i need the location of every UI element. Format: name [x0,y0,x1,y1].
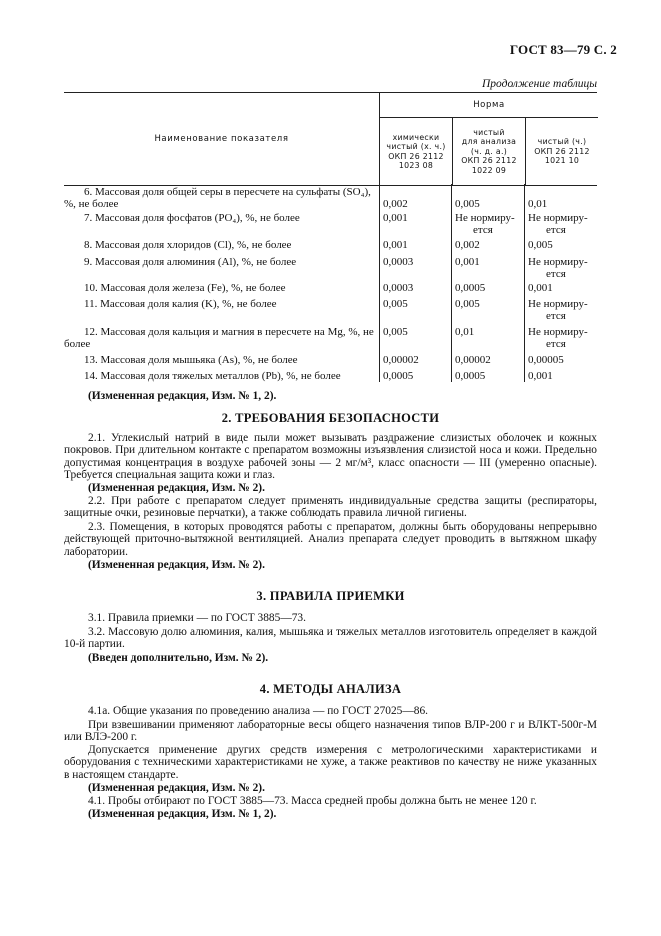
paragraph-4-1a-alternatives: Допускается применение других средств измерения с метрологическими характеристиками и оборудования с техническими характеристиками не хуже, а также реактивов по качеству не ниже указанных в настоящем стандарте. [64,744,597,781]
row-value-pure-for-analysis: 0,01 [455,326,475,338]
row-value-pure-for-analysis [455,212,515,236]
section-title-acceptance: 3. ПРАВИЛА ПРИЕМКИ [256,589,405,603]
row-value-pure [528,298,588,322]
row-value-chemically-pure: 0,0005 [383,370,414,382]
column-header-pure-for-analysis [452,118,526,185]
value-line: Не нормиру- [528,326,588,338]
row-value-pure: 0,005 [528,239,553,251]
paragraph-3-2: 3.2. Массовую долю алюминия, калия, мышьяка и тяжелых металлов изготовитель определяет в каждой 10-й партии. [64,626,597,651]
row-value-pure-for-analysis: 0,005 [455,198,480,210]
value-line: ется [546,338,566,350]
row-value-pure [528,326,588,350]
value-line: ется [546,268,566,280]
paragraph-2-1: 2.1. Углекислый натрий в виде пыли может вызывать раздражение слизистых оболочек и кожных покровов. При длительном контакте с препаратом возможны изъязвления слизистой носа и кожи. Предельно допустимая концентрация в воздухе рабочей зоны — 2 мг/м³, класс опасности — III (умеренно опасные). Требуется специальная защита кожи и глаз. [64,432,597,481]
column-header-pure [526,118,598,185]
paragraph-4-1a: 4.1а. Общие указания по проведению анализа — по ГОСТ 27025—86. [88,705,429,717]
row-value-chemically-pure: 0,0003 [383,256,414,268]
header-line: 1023 08 [398,161,434,170]
row-value-chemically-pure: 0,002 [383,198,408,210]
row-value-pure [528,256,588,280]
value-line: Не нормиру- [528,212,588,224]
row-indicator: 14. Массовая доля тяжелых металлов (Pb), %, не более [84,370,341,382]
paragraph-3-1: 3.1. Правила приемки — по ГОСТ 3885—73. [88,612,306,624]
header-line: 1021 10 [544,156,580,166]
header-line: ОКП 26 2112 [461,156,517,166]
paragraph-2-3: 2.3. Помещения, в которых проводятся работы с препаратом, должны быть оборудованы непрерывно действующей приточно-вытяжной вентиляцией. Анализ препарата следует проводить в вытяжном шкафу лаборатории. [64,521,597,558]
header-line: 1022 09 [471,165,507,175]
row-value-pure: 0,001 [528,370,553,382]
row-value-pure-for-analysis: 0,00002 [455,354,491,366]
addition-note: (Введен дополнительно, Изм. № 2). [88,652,269,664]
row-value-pure-for-analysis: 0,0005 [455,282,486,294]
value-line: ется [473,224,493,236]
value-line: Не нормиру- [455,212,515,224]
amendment-note: (Измененная редакция, Изм. № 2). [88,559,265,571]
value-line: ется [546,224,566,236]
value-line: ется [546,310,566,322]
header-line: ОКП 26 2112 [534,146,590,156]
table-amendment-note: (Измененная редакция, Изм. № 1, 2). [88,390,277,402]
table-column-divider [379,184,380,382]
row-indicator: 6. Массовая доля общей серы в пересчете на сульфаты (SO₄), %, не более [64,186,371,210]
row-value-chemically-pure: 0,005 [383,326,408,338]
row-value-chemically-pure: 0,001 [383,212,408,224]
header-line: чистый (х. ч.) [386,142,446,151]
table-header [64,92,597,186]
amendment-note: (Измененная редакция, Изм. № 1, 2). [88,808,277,820]
page-header: ГОСТ 83—79 С. 2 [509,42,617,57]
column-header-norm: Норма [380,93,598,118]
value-line: Не нормиру- [528,298,588,310]
header-line: ОКП 26 2112 [388,151,444,161]
amendment-note: (Измененная редакция, Изм. № 2). [88,782,265,794]
row-indicator: 7. Массовая доля фосфатов (PO₄), %, не более [84,212,300,224]
row-value-pure-for-analysis: 0,005 [455,298,480,310]
paragraph-2-2: 2.2. При работе с препаратом следует применять индивидуальные средства защиты (респираторы, защитные очки, резиновые перчатки), а также соблюдать правила личной гигиены. [64,495,597,520]
header-line: чистый [473,127,505,137]
table-continuation-caption: Продолжение таблицы [481,78,597,90]
section-title-methods: 4. МЕТОДЫ АНАЛИЗА [259,682,402,696]
column-header-indicator: Наименование показателя [154,134,289,144]
row-indicator: 10. Массовая доля железа (Fe), %, не более [84,282,286,294]
section-title-safety: 2. ТРЕБОВАНИЯ БЕЗОПАСНОСТИ [221,411,440,425]
row-value-chemically-pure: 0,001 [383,239,408,251]
row-value-pure-for-analysis: 0,0005 [455,370,486,382]
row-value-chemically-pure: 0,0003 [383,282,414,294]
table-column-divider [451,184,452,382]
row-value-pure: 0,001 [528,282,553,294]
row-value-pure: 0,01 [528,198,548,210]
row-indicator: 8. Массовая доля хлоридов (Cl), %, не более [84,239,292,251]
row-indicator: 11. Массовая доля калия (K), %, не более [84,298,277,310]
row-value-pure-for-analysis: 0,002 [455,239,480,251]
paragraph-4-1a-scales: При взвешивании применяют лабораторные весы общего назначения типов ВЛР-200 г и ВЛКТ-500г-М или ВЛЭ-200 г. [64,719,597,744]
row-indicator: 12. Массовая доля кальция и магния в пересчете на Mg, %, не более [64,326,374,350]
header-line: чистый (ч.) [537,137,587,147]
row-value-pure [528,212,588,236]
row-indicator: 9. Массовая доля алюминия (Al), %, не более [84,256,297,268]
table-column-divider [524,184,525,382]
row-indicator: 13. Массовая доля мышьяка (As), %, не более [84,354,298,366]
norm-header-group [379,93,598,185]
header-line: химически [392,132,440,142]
column-header-chemically-pure [380,118,452,185]
row-value-chemically-pure: 0,005 [383,298,408,310]
value-line: Не нормиру- [528,256,588,268]
amendment-note: (Измененная редакция, Изм. № 2). [88,482,265,494]
header-line: (ч. д. а.) [470,146,508,156]
paragraph-4-1: 4.1. Пробы отбирают по ГОСТ 3885—73. Масса средней пробы должна быть не менее 120 г. [88,795,537,807]
header-line: для анализа [461,137,517,147]
row-value-pure: 0,00005 [528,354,564,366]
row-value-chemically-pure: 0,00002 [383,354,419,366]
row-value-pure-for-analysis: 0,001 [455,256,480,268]
